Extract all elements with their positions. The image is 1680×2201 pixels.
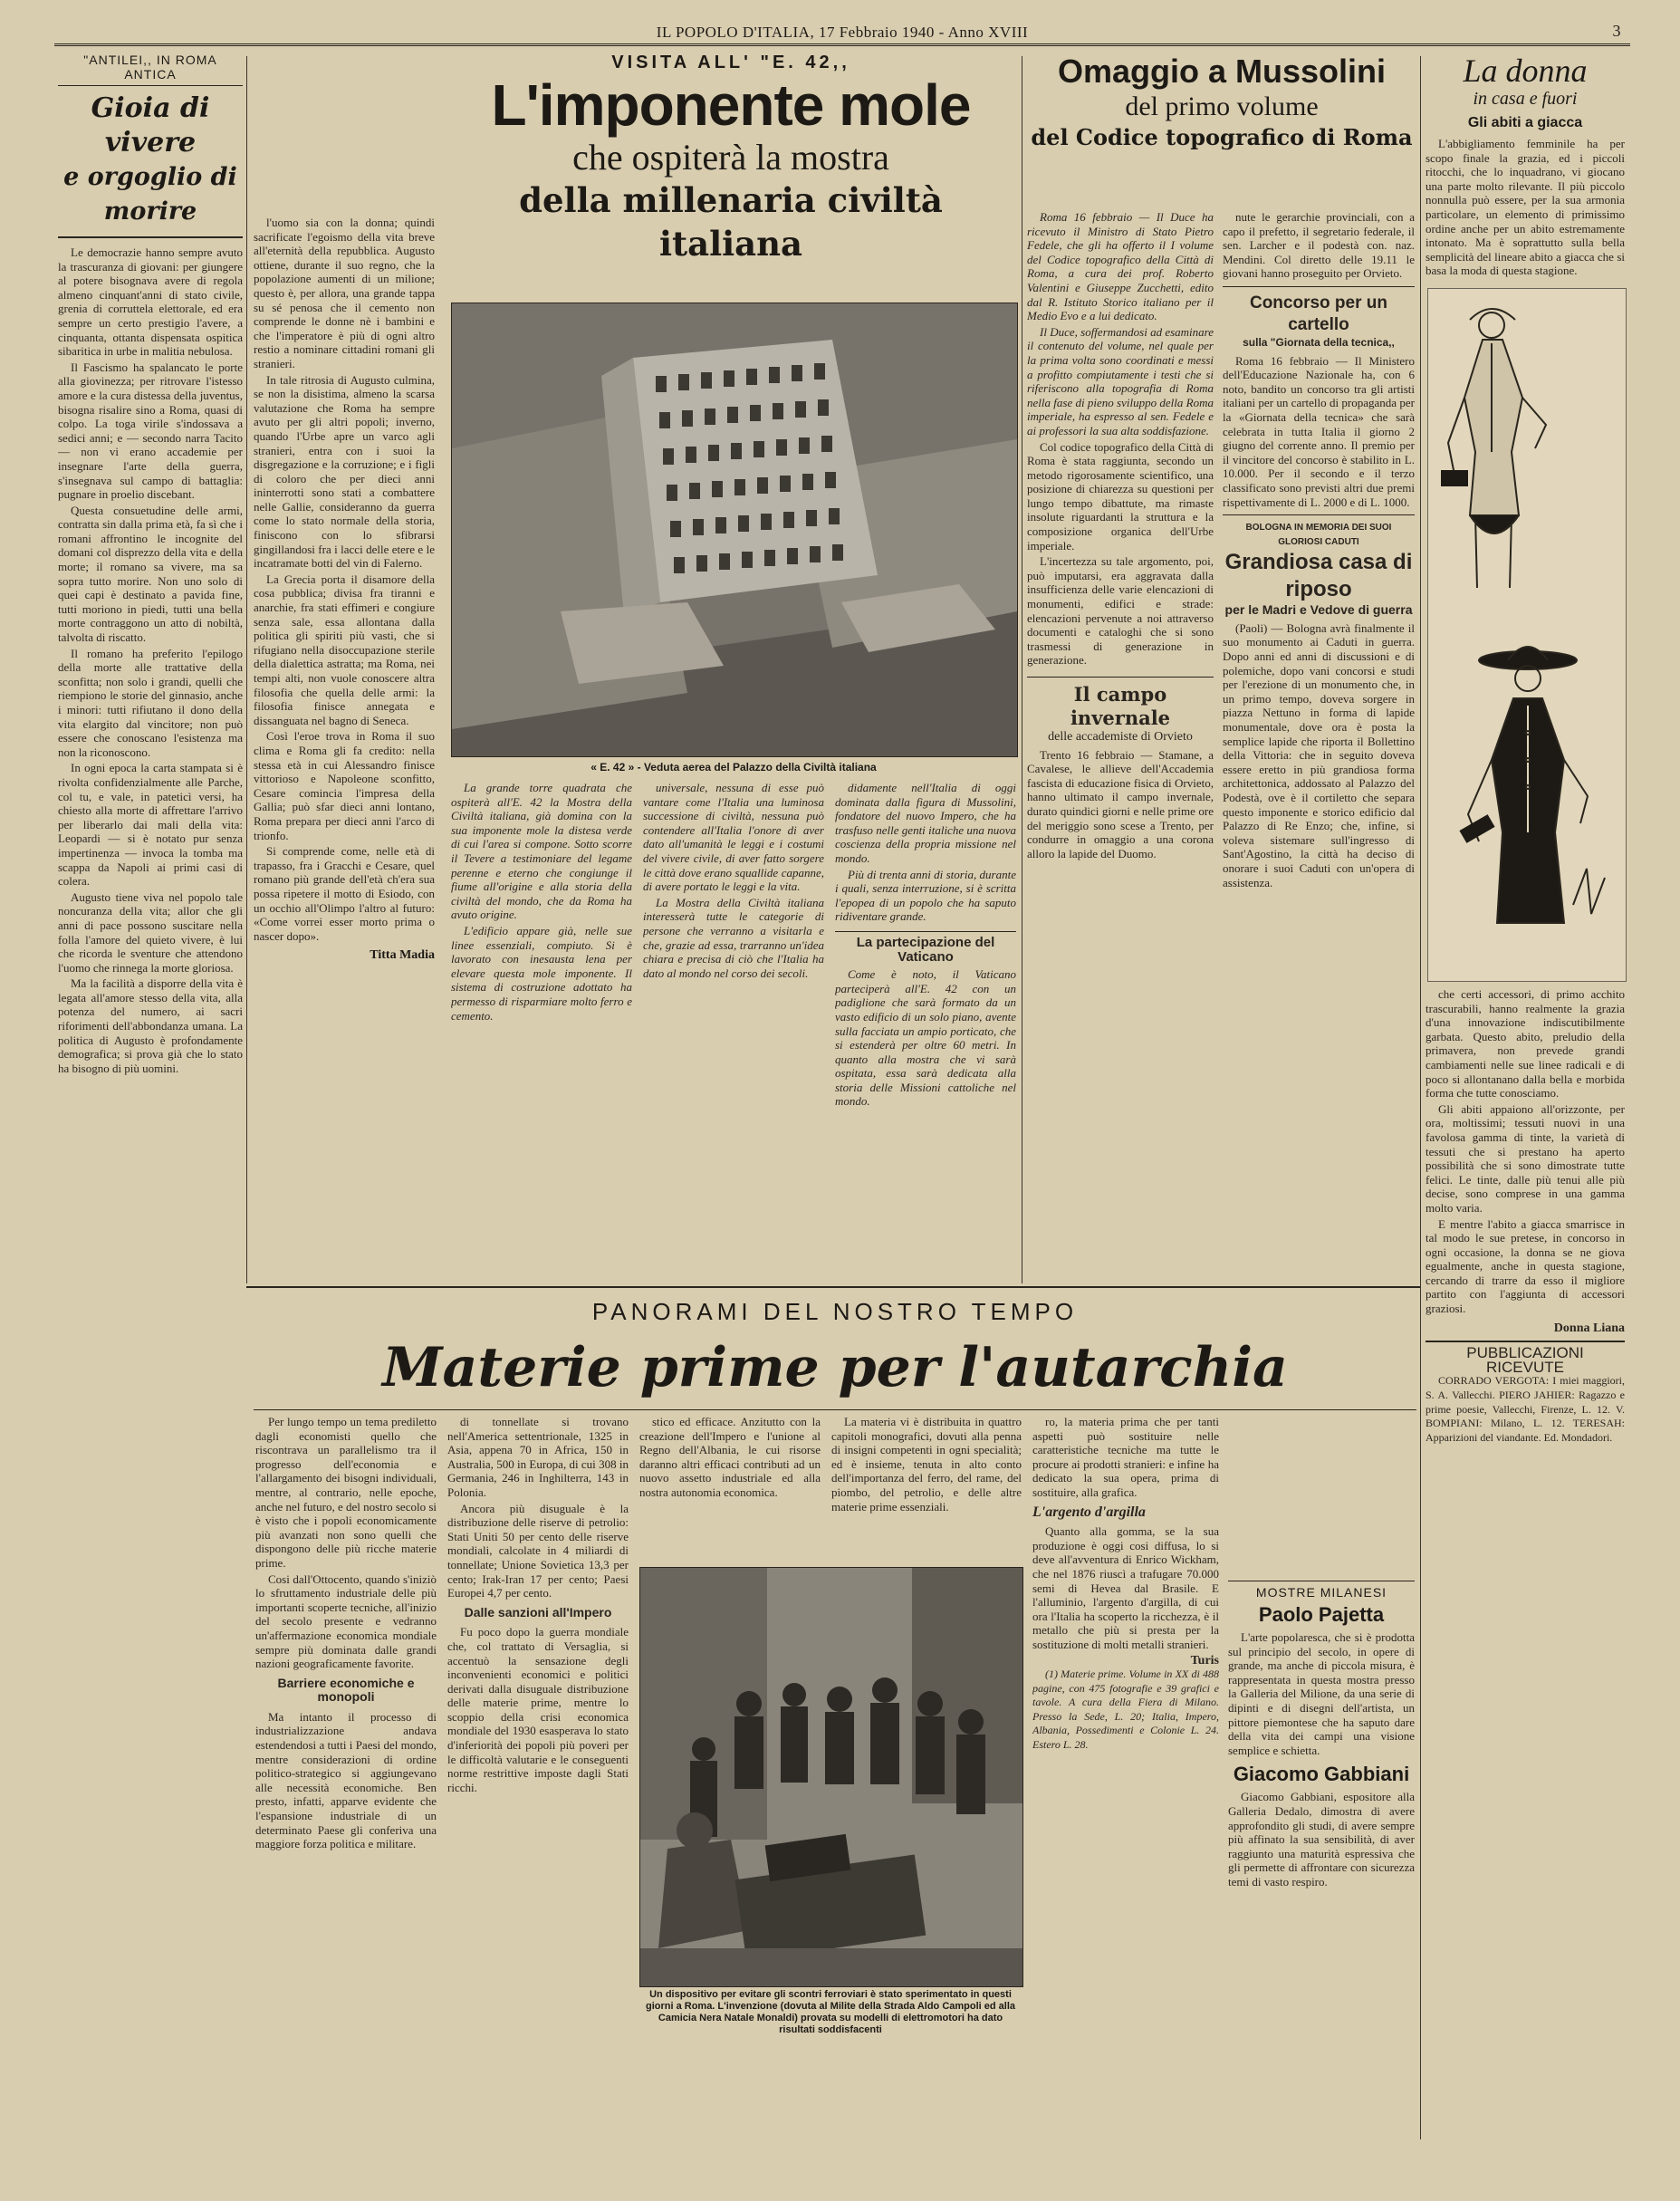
- paragraph: Trento 16 febbraio — Stamane, a Cavalese, le allieve dell'Accademia fascista di educazione fisica di Orvieto, hanno ultimato il campo invernale, durato quindici giorni e nelle prime ore del meriggio sono scese a Trento, per condurre in omaggio a una corona alloro la lapide del Duomo.: [1027, 747, 1214, 860]
- article-body: [254, 216, 435, 943]
- paragraph: La Grecia porta il disamore della cosa pubblica; divisa fra tiranni e anarchie, fra stati effimeri e congiure senza sale, essa allontana dalla politica gli spiriti più vasti, che si rifugiano nella disoccupazione sterile della dialettica astratta; ma Roma, nei tempi alti, non vuole conoscere altra filosofia che quella delle armi: la filosofia finisce annegata e dissanguata nel bagno di Seneca.: [254, 572, 435, 727]
- crowd-photo-image: [640, 1568, 1022, 1986]
- column-subtitle: in casa e fuori: [1473, 89, 1578, 109]
- article-body: [58, 245, 243, 1075]
- fashion-illustration: [1427, 288, 1627, 982]
- paragraph: Il Duce, soffermandosi ad esaminare il contenuto del volume, nel quale per la prima volta sono coordinati e messi a profitto compiutamente i testi che si riferiscono alla topografia di Roma nella fase di pieno sviluppo della Roma imperiale, ha espresso al sen. Fedele e ai professori la sua alta soddisfazione.: [1027, 324, 1214, 437]
- section-kicker: BOLOGNA IN MEMORIA DEI SUOI GLORIOSI CADUTI: [1223, 514, 1415, 549]
- palazzo-civilta-image: [452, 303, 1017, 756]
- article-title: L'imponente mole: [491, 72, 971, 138]
- paragraph: Ancora più disuguale è la distribuzione delle riserve di petrolio: Stati Uniti 50 per cento delle riserve mondiali, calcolate in 4 miliardi di tonnellate; Unione Sovietica 13,3 per cento; Irak-Iran 17 per cento; Paesi Europei 4,7 per cento.: [447, 1501, 629, 1600]
- paragraph: Quanto alla gomma, se la sua produzione è oggi cosi diffusa, lo si deve all'avventura di Enrico Wickham, che nel 1876 riuscì a trafugare 70.000 semi di Hevea dal Brasile. E l'alluminio, l'argento d'argilla, di cui ora l'Italia ha scoperto la ricchezza, è il metallo che più si presta per la sostituzione di molti metalli stranieri.: [1032, 1524, 1219, 1651]
- page-number: 3: [1612, 22, 1621, 40]
- section-heading: PUBBLICAZIONI RICEVUTE: [1426, 1341, 1625, 1374]
- e42-text-col-3: [835, 781, 1016, 1277]
- paragraph: L'arte popolaresca, che si è prodotta sul principio del secolo, in opere di grande, ma anche di piccola misura, è rappresentata in questa mostra presso la Galleria del Milione, da una serie di dipinti e di disegni dell'artista, un pittore piemontese che ha saputo dare della vita dei campi una visione semplice e schietta.: [1228, 1630, 1415, 1757]
- woman-in-jacket-icon: [1448, 309, 1546, 588]
- section-kicker: PANORAMI DEL NOSTRO TEMPO: [591, 1298, 1079, 1325]
- section-subheading: sulla "Giornata della tecnica,,: [1243, 335, 1395, 349]
- woman-in-hat-icon: [1468, 647, 1588, 923]
- autarchia-col-5: [1032, 1415, 1219, 2130]
- paragraph: L'edificio appare già, nelle sue linee essenziali, compiuto. Si è lavorato con inesausta lena per elevare questa mole imponente. Il sistema di costruzione adottato ha permesso di risparmiare molto ferro e cemento.: [451, 923, 632, 1023]
- paragraph: Come è noto, il Vaticano parteciperà all'E. 42 con un padiglione che sarà formato da un vasto edificio di un solo piano, avente sulla facciata un ampio porticato, che si estenderà per oltre 60 metri. In quanto alla mostra che vi sarà ospitata, essa sarà dedicata alla storia delle Missioni cattoliche nel mondo.: [835, 967, 1016, 1109]
- autarchia-col-3: [639, 1415, 821, 1560]
- fashion-intro: [1426, 137, 1625, 278]
- paragraph: Cosi dall'Ottocento, quando s'iniziò lo sfruttamento industriale delle più importanti scoperte tecniche, all'inizio del secolo presente e vedranno un'affermazione economica mondiale sempre più dominata dalle grandi nazioni geograficamente favorite.: [255, 1571, 437, 1671]
- mostre-milanesi: [1228, 1581, 1415, 2129]
- section-heading: L'argento d'argilla: [1032, 1504, 1146, 1520]
- paragraph: La materia vi è distribuita in quattro capitoli monografici, dovuti alla penna di insigni competenti in ogni specialità; ed è insieme, tenuta in alto conto dell'importanza del ferro, del rame, del piombo, del petrolio, e delle altre materie prime essenziali.: [831, 1415, 1022, 1514]
- paragraph: nute le gerarchie provinciali, con a capo il prefetto, il segretario federale, il sen. Larcher e il podestà con. naz. Mendini. Col diretto delle 19.11 le giovani hanno proseguito per Orvieto.: [1223, 210, 1415, 281]
- photo-caption: Un dispositivo per evitare gli scontri ferroviari è stato sperimentato in questi giorni a Roma. L'invenzione (dovuta al Milite della Strada Aldo Campoli ed alla Camicia Nera Natale Monaldi) provata su modelli di elettromotori ha dato risultati soddisfacenti: [645, 1989, 1016, 2035]
- paragraph: Roma 16 febbraio — Il Ministero dell'Educazione Nazionale ha, con 6 noto, bandito un concorso tra gli artisti italiani per un cartello di propaganda per la «Giornata della tecnica» che sarà celebrata in tutta Italia il giorno 2 giugno del corrente anno. Il premio per il vincitore del concorso è stabilito in L. 10.000. Per il secondo e il terzo classificato sono previsti altri due premi rispettivamente di L. 2000 e di L. 1000.: [1223, 353, 1415, 509]
- fashion-body: [1426, 987, 1625, 2083]
- paragraph: Le democrazie hanno sempre avuto la trascuranza di giovani: per giungere al potere bisognava avere di regola almeno cinquant'anni di stato civile, grenia di corruttela elettorale, ed era sempre un certo prestigio l'avere, a cinquanta, ottanta dispensata ospitica sibaritica in urbe in malitia nebulosa.: [58, 245, 243, 359]
- article-kicker: "ANTILEI,, IN ROMA ANTICA: [58, 53, 243, 86]
- paragraph: La grande torre quadrata che ospiterà all'E. 42 la Mostra della Civiltà italiana, già domina con la sua imponente mole la distesa verde di cui l'area si compone. Sotto scorre il Tevere a testimoniare del legame perenne e eterno che congiunge il fiume all'origine e alla storia della civiltà del mondo, che da Roma ha avuto origine.: [451, 781, 632, 922]
- section-heading: Barriere economiche e monopoli: [277, 1675, 415, 1705]
- article-title: Materie prime per l'autarchia: [382, 1336, 1288, 1399]
- article-body: [1228, 1630, 1415, 1757]
- purse-icon: [1441, 470, 1468, 486]
- divider: [58, 236, 243, 238]
- column-1: [58, 53, 243, 2145]
- photo-caption: « E. 42 » - Veduta aerea del Palazzo della Civiltà italiana: [590, 761, 877, 774]
- article-title: Omaggio a Mussolini: [1057, 53, 1387, 90]
- section-kicker: MOSTRE MILANESI: [1228, 1581, 1415, 1600]
- title-line: e orgoglio di morire: [63, 163, 237, 226]
- aerial-photo: [451, 303, 1018, 757]
- column-rule: [1420, 56, 1421, 2139]
- article-title: [58, 91, 243, 229]
- column-title: La donna: [1463, 53, 1588, 89]
- paragraph: Augusto tiene viva nel popolo tale noncuranza della vita; allor che gli anni di pace possono suscitare nella folla l'amore del quieto vivere, è lui che ricorda le sventure che attendono l'uomo che rinnega la morte gloriosa.: [58, 889, 243, 975]
- masthead: [54, 24, 1630, 46]
- paragraph: L'incertezza su tale argomento, poi, può imputarsi, era aggravata dalla insufficienza delle varie elencazioni di monumenti, edifici e strade: elencazioni pervenute a noi attraverso documenti e cataloghi che si sono trasmessi di generazione in generazione.: [1027, 554, 1214, 668]
- railway-device-photo: [639, 1567, 1023, 1987]
- autarchia-col-4: [831, 1415, 1022, 1560]
- e42-text-col-2: [643, 781, 824, 1277]
- autarchia-col-1: [255, 1415, 437, 2130]
- section-heading: Giacomo Gabbiani: [1233, 1763, 1410, 1786]
- e42-text-col-1: [451, 781, 632, 1277]
- signature: Donna Liana: [1553, 1321, 1625, 1335]
- signature: Turis: [1190, 1653, 1219, 1668]
- paragraph: La Mostra della Civiltà italiana interesserà tutte le categorie di persone che verranno a visitarla e che, grazie ad essa, trarranno un'idea chiara e precisa di ciò che l'Italia ha dato al mondo nel corso dei secoli.: [643, 895, 824, 980]
- signature-mark-icon: [1573, 869, 1605, 914]
- paragraph: Col codice topografico della Città di Roma è stata raggiunta, secondo un metodo rigorosamente scientifico, una posizione di chiarezza su questioni per lungo tempo dibattute, ma rimaste insolute riguardanti la struttura e la composizione organica dell'Urbe imperiale.: [1027, 439, 1214, 553]
- title-line: Gioia di vivere: [91, 92, 210, 159]
- paragraph: Per lungo tempo un tema prediletto dagli economisti quello che riscontrava un parallelismo tra il progresso dell'economia e l'allargamento dei bisogni individuali, mentre, al contrario, nelle epoche, anche nel futuro, e del nostro secolo si è visto che i popoli economicamente più avanzati non sono quelli che dispongono delle più ricche materie prime.: [255, 1415, 437, 1570]
- paragraph: Più di trenta anni di storia, durante i quali, senza interruzione, si è scritta l'epopea di un popolo che ha saputo ridiventare grande.: [835, 867, 1016, 924]
- article-kicker: VISITA ALL' "E. 42,,: [611, 53, 850, 72]
- section-heading: Concorso per un cartello: [1223, 286, 1415, 336]
- paragraph: che certi accessori, di primo acchito trascurabili, hanno realmente la grazia d'una innovazione indiscutibilmente garbata. Questo abito, preludio della primavera, non prevede grandi cambiamenti nelle sue linee radicali e di poco si allontanano dalla bella e morbida forma che tutte conosciamo.: [1426, 987, 1625, 1100]
- article-subtitle: del Codice topografico di Roma: [1031, 124, 1413, 150]
- column-2: [254, 216, 435, 1275]
- masthead-text: IL POPOLO D'ITALIA, 17 Febbraio 1940 - Anno XVIII: [656, 24, 1029, 41]
- paragraph: ro, la materia prima che per tanti aspetti può sostituire nelle caratteristiche tecniche ma tutte le procure ai prodotti stranieri: e infine ha dedicato la sua opera, prima di sostituire, alla grafica.: [1032, 1415, 1219, 1499]
- paragraph: Giacomo Gabbiani, espositore alla Galleria Dedalo, dimostra di avere approfondito gli studi, di avere sempre più affinato la sua sensibilità, di aver raggiunto una maturità espressiva che gli permette di affrontare con sicurezza temi di vasto respiro.: [1228, 1790, 1415, 1889]
- paragraph: Fu poco dopo la guerra mondiale che, col trattato di Versaglia, si accentuò la sensazione degli inconvenienti economici e politici derivati dalla disuguale distribuzione delle materie prime, mentre lo scoppio della crisi economica mondiale del 1930 esasperava lo stato d'inferiorità dei popoli più poveri per le difficoltà valutarie e le conseguenti norme restrittive imposte dagli Stati ricchi.: [447, 1625, 629, 1794]
- section-subheading: per le Madri e Vedove di guerra: [1224, 602, 1413, 618]
- section-heading: Il campo invernale: [1027, 677, 1214, 730]
- paragraph: Ma la facilità a disporre della vita è legata all'amore stesso della vita, alla potenza del numero, ai sacri riforimenti dell'abbondanza umana. La politica di Augusto è profondamente demografica; si prova già che lo stato ha bisogno di più uomini.: [58, 976, 243, 1075]
- column-rule: [246, 56, 247, 1283]
- paragraph: (Paoli) — Bologna avrà finalmente il suo monumento ai Caduti in guerra. Dopo anni ed anni di discussioni e di polemiche, dopo vani concorsi e studi per l'erezione di un monumento che, in un primo tempo, doveva sorgere in piazza Nettuno in forma di lapide monumentale, dove ora è posta la semplice lapide che riporta il Bollettino della Vittoria: che in seguito doveva essere eretto in più grandiosa forma architettonica, addossato al Palazzo del Podestà, ove è il cortiletto che separa questo imponente e storico edificio dal Palazzo di Re Enzo; che, infine, si voleva sistemare sull'ingresso di Sant'Agostino, la città ha deciso di onorare i suoi Caduti con un'opera di assistenza.: [1223, 620, 1415, 889]
- article-subtitle: del primo volume: [1125, 91, 1319, 121]
- paragraph: CORRADO VERGOTA: I miei maggiori, S. A. Vallecchi. PIERO JAHIER: Ragazzo e prime poesie, Vallecchi, Firenze, L. 12. V. BOMPIANI: Milano, L. 12. TERESAH: Apparizioni del viandante. Ed. Mondadori.: [1426, 1374, 1625, 1444]
- paragraph: L'abbigliamento femminile ha per scopo finale la grazia, ed i piccoli ritocchi, che lo inquadrano, vi giocano una parte molto rilevante. Il più piccolo nonnulla può essere, per la sua armonia particolare, un elemento di primissimo ordine anche per un abito estremamente intonato. Ma è soprattutto sulla bella semplicità del lineare abito a giacca che si basa la moda di questa stagione.: [1426, 137, 1625, 278]
- paragraph: Questa consuetudine delle armi, contratta sin dalla prima età, fa sì che i romani affrontino le incognite del domani col disprezzo della vita e della morte; il romano sa vivere, ma sa sopra tutto morire. Non uno solo di quei capi è destinato a pavida fine, tutti moriono in piedi, tutti una bella morte contraggono un atto di nobiltà, talvolta di riscatto.: [58, 503, 243, 645]
- paragraph: Si comprende come, nelle età di trapasso, fra i Gracchi e Cesare, quel romano più grande dell'età ch'era sua possa ripetere il motto di Esiodo, con un occhio all'Olimpo l'altro al futuro: «Come vorrei esser morto prima o nascer dopo».: [254, 844, 435, 943]
- section-heading: Paolo Pajetta: [1258, 1603, 1385, 1626]
- paragraph: stico ed efficace. Anzitutto con la creazione dell'Impero e l'unione al Regno dell'Albania, le cui risorse daranno altri efficaci contributi ad un nuovo assetto industriale ed alla nostra autonomia economica.: [639, 1415, 821, 1499]
- mussolini-article-body: [1027, 210, 1214, 1279]
- paragraph: universale, nessuna di esse può vantare come l'Italia una luminosa successione di civiltà, nessuna può contendere all'Italia l'onore di aver dato all'umanità le leggi e i costumi del vivere civile, di aver fatto sorgere le città dove erano squallide capanne, di avere portato le leggi e la vita.: [643, 781, 824, 894]
- paragraph: Gli abiti appaiono all'orizzonte, per ora, moltissimi; tessuti nuovi in una favolosa gamma di tinte, la varietà di tessuti che si prestano ha aperto possibilità che si sono dimostrate tutte felici. Le tinte, dalle più tenui alle più decise, sono comprese in una gamma molto varia.: [1426, 1101, 1625, 1215]
- paragraph: Il romano ha preferito l'epilogo della morte alle trattative della sconfitta; non solo i grandi, quelli che riempiono le storie del ginnasio, anche i minori: tutti rifiutano il dono della vita elargito dal vincitore; non può essere che conoscano l'esistenza ma non la riconoscono.: [58, 646, 243, 759]
- article-subtitle: che ospiterà la mostra: [572, 137, 889, 178]
- paragraph: l'uomo sia con la donna; quindi sacrificate l'egoismo della vita breve all'eternità della repubblica. Augusto ottiene, durante il suo regno, che la popolazione aumenti di un milione; questo è, per allora, una grande tappa su sé penosa che il cemento non comprende le donne nè i bambini e che l'imperatore è più di ogni altro restio a nominare cittadini romani gli stranieri.: [254, 216, 435, 370]
- paragraph: Ma intanto il processo di industrializzazione andava estendendosi a tutti i Paesi del mondo, mentre considerazioni di ordine politico-strategico si aggiungevano alle necessità economiche. Ben presto, infatti, apparve evidente che l'espansione industriale di un determinato Paese gli conferiva una maggiore forza politica e militare.: [255, 1709, 437, 1851]
- paragraph: didamente nell'Italia di oggi dominata dalla figura di Mussolini, fondatore del nuovo Impero, che ha trasfuso nelle genti italiche una nuova coscienza della propria missione nel mondo.: [835, 781, 1016, 865]
- section-subheading: delle accademiste di Orvieto: [1048, 730, 1193, 744]
- paragraph: E mentre l'abito a giacca smarrisce in tal modo le sue pretese, in concorso in ogni occasione, la donna se ne giova egualmente, anche in questa stagione, cercando di trarre da esso il migliore partito con l'aggiunta di accessori graziosi.: [1426, 1216, 1625, 1316]
- article-subtitle: della millenaria civiltà italiana: [519, 180, 943, 264]
- article-body: [1228, 1790, 1415, 1889]
- paragraph: In tale ritrosia di Augusto culmina, se non la disistima, almeno la scarsa valutazione che Roma ha sempre avuto per gli altri popoli; inverno, quando l'Urbe apre un varco agli stranieri, entra con i suoi la disgregazione e la corruzione; e i figli di coloro che per dieci anni ininterrotti sono stati a combattere nelle Gallie, consideranno da guerra come lo stato normale della storia, finiscono con lo sfibrarsi gingillandosi fra i lacci delle etere e le incatramate botti del vin di Falerno.: [254, 372, 435, 571]
- section-heading: Dalle sanzioni all'Impero: [464, 1604, 612, 1620]
- paragraph: Roma 16 febbraio — Il Duce ha ricevuto il Ministro di Stato Pietro Fedele, che gli ha offerto il I volume del Codice topografico della Città di Roma, a cura dei prof. Roberto Valentini e Giuseppe Zucchetti, edito dal R. Istituto Storico italiano per il Medio Evo e a lui dedicato.: [1027, 210, 1214, 323]
- section-heading: La partecipazione del Vaticano: [835, 931, 1016, 964]
- paragraph: di tonnellate si trovano nell'America settentrionale, 1325 in Asia, appena 70 in Africa, 150 in Australia, 500 in Europa, di cui 308 in Germania, 246 in Inghilterra, 143 in Polonia.: [447, 1415, 629, 1499]
- paragraph: Il Fascismo ha spalancato le porte alla giovinezza; per ritrovare l'istesso amore e la cura distessa della juventus, bisogna risalire sino a Roma, quasi di colpo. La toga virile s'indossava a sedici anni; e — secondo narra Tacito — non vi erano accademie per insegnare l'arte della guerra, s'insegnava sul campo di battaglia: pugnare in proelio discebant.: [58, 360, 243, 502]
- paragraph: In ogni epoca la carta stampata si è rivolta confidenzialmente alle Parche, col tu, e vale, in pateticì versi, ha chiesto alla morte di affrettare l'arrivo per liberarlo dai mali della vita: Leopardi — si è notato pur senza impertinenza — invoca la tomba ma scappa da Napoli ai primi casi di colera.: [58, 761, 243, 889]
- autarchia-col-2: [447, 1415, 629, 2130]
- section-kicker: Gli abiti a giacca: [1467, 115, 1583, 130]
- mussolini-article-header: [1027, 53, 1416, 234]
- signature: Titta Madia: [370, 948, 435, 963]
- divider: [254, 1409, 1416, 1410]
- footnote: (1) Materie prime. Volume in XX di 488 pagine, con 475 fotografie e 39 grafici e tavole. A cura della Fiera di Milano. Presso la Sede, L. 20; Italia, Impero, Albania, Possedimenti e Colonie L. 24. Estero L. 28.: [1032, 1668, 1219, 1752]
- section-heading: Grandiosa casa di riposo: [1224, 550, 1413, 602]
- paragraph: Così l'eroe trova in Roma il suo clima e Roma gli fa credito: nella stessa età in cui Alessandro finisce vittorioso e Napoleone sconfitto, Cesare comincia l'impresa della Gallia; può sfar dieci anni lontano, Roma prepara per dieci anni l'arco di trionfo.: [254, 729, 435, 842]
